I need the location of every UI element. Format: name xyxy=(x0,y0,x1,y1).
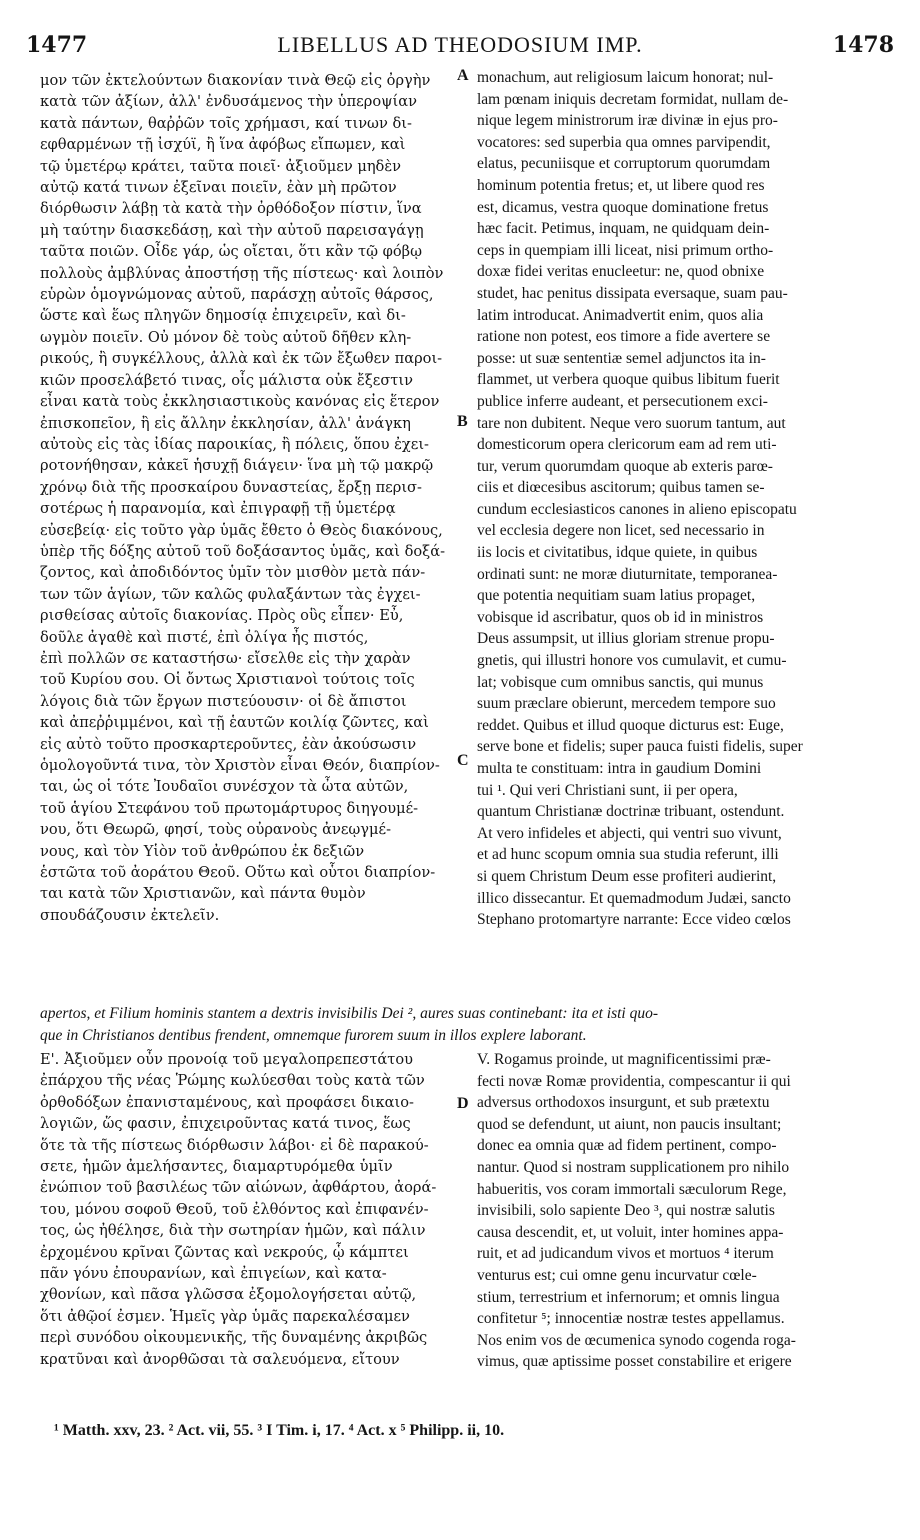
latin-text-line: multa te constituam: intra in gaudium Domini xyxy=(477,760,762,777)
greek-text-line: ἐπὶ πολλῶν σε καταστήσω· εἴσελθε εἰς τὴν χαρὰν xyxy=(40,649,411,667)
greek-text-line: νους, καὶ τὸν Υἱὸν τοῦ ἀνθρώπου ἐκ δεξιῶν xyxy=(40,842,365,860)
latin-text-line: Deus assumpsit, ut illius gloriam strenue propu- xyxy=(477,630,775,648)
greek-text-line: δοῦλε ἀγαθὲ καὶ πιστέ, ἐπὶ ὀλίγα ἦς πιστός, xyxy=(40,628,369,646)
greek-text-line: πᾶν γόνυ ἐπουρανίων, καὶ ἐπιγείων, καὶ κατα- xyxy=(40,1265,387,1283)
greek-text-line: ἐνώπιον τοῦ βασιλέως τῶν αἰώνων, ἀφθάρτου, ἀορά- xyxy=(40,1179,437,1197)
greek-text-line: σετε, ἡμῶν ἀμελήσαντες, διαμαρτυρόμεθα ὑμῖν xyxy=(40,1158,393,1176)
latin-text-line: est, dicamus, vestra quoque dominatione fretus xyxy=(477,198,769,216)
greek-text-line: ἐπάρχου τῆς νέας Ῥώμης κωλύεσθαι τοὺς κατὰ τῶν xyxy=(40,1072,425,1090)
latin-text-line: lat; vobisque cum omnibus sanctis, qui munus xyxy=(477,673,764,691)
latin-text-line: nantur. Quod si nostram supplicationem pro nihilo xyxy=(477,1158,790,1176)
greek-text-line: πολλοὺς ἀμβλύνας ἀποστήσῃ τῆς πίστεως· καὶ λοιπὸν xyxy=(40,264,444,282)
greek-text-line: των τῶν ἁγίων, τῶν καλῶς φυλαξάντων τὰς ἐγχει- xyxy=(40,585,421,603)
latin-text-line: flammet, ut verbera quoque quibus libitum fuerit xyxy=(477,371,780,389)
greek-text-line: ται κατὰ τῶν Χριστιανῶν, καὶ πάντα θυμὸν xyxy=(40,885,366,903)
greek-text-line: μον τῶν ἐκτελούντων διακονίαν τινὰ Θεῷ εἰς ὀργὴν xyxy=(40,72,431,89)
page-number-left: 1477 xyxy=(26,32,88,58)
greek-text-line: ται, ὡς οἱ τότε Ἰουδαῖοι συνέσχον τὰ ὦτα αὐτῶν, xyxy=(40,778,409,796)
latin-text-line: posse: ut suæ sententiæ semel adjunctos ita in- xyxy=(477,349,766,367)
margin-marker-d: D xyxy=(457,1095,469,1112)
latin-text-line: nique legem ministrorum iræ divinæ in ejus pro- xyxy=(477,112,778,130)
latin-text-line: hominum potentia fretus; et, ut libere quod res xyxy=(477,176,765,194)
greek-text-line: εὐσεβείᾳ· εἰς τοῦτο γὰρ ὑμᾶς ἔθετο ὁ Θεὸς διακόνους, xyxy=(40,521,443,539)
greek-column-section-5 xyxy=(40,1049,455,1370)
greek-text-line: νου, ὅτι Θεωρῶ, φησί, τοὺς οὐρανοὺς ἀνεῳγμέ- xyxy=(40,821,391,839)
greek-text-line: ροτονήθησαν, κἀκεῖ ἡσυχῇ διάγειν· ἵνα μὴ τῷ μακρῷ xyxy=(40,457,434,475)
latin-text-line: gnetis, qui illustri honore vos cumulavit, et cumu- xyxy=(477,652,787,670)
greek-text-line: ὀρθοδόξων ἐπανισταμένους, καὶ προφάσει δικαιο- xyxy=(40,1093,414,1111)
greek-text-line: αὐτῷ κατά τινων ἐξεῖναι ποιεῖν, ἐὰν μὴ πρῶτον xyxy=(40,179,397,197)
greek-text-line: λόγοις διὰ τῶν ἔργων πιστεύουσιν· οἱ δὲ ἄπιστοι xyxy=(40,692,407,710)
latin-text-line: Nos enim vos de œcumenica synodo cogenda roga- xyxy=(477,1331,796,1349)
greek-text-line: ἑστῶτα τοῦ ἀοράτου Θεοῦ. Οὕτω καὶ οὗτοι διαπρίον- xyxy=(40,864,436,882)
greek-text-line: ταῦτα ποιῶν. Οἶδε γάρ, ὡς οἴεται, ὅτι κἂν τῷ φόβῳ xyxy=(40,243,422,261)
greek-text-line: μὴ ταύτην διασκεδάσῃ, καὶ τὴν αὐτοῦ παρεισαγάγῃ xyxy=(40,221,424,239)
greek-text-line: σοτέρως ἡ παρανομία, καὶ ἐπιγραφῇ τῇ ὑμετέρᾳ xyxy=(40,500,396,518)
latin-text-line: stium, terrestrium et infernorum; et omnis lingua xyxy=(477,1288,780,1306)
latin-text-line: confitetur ⁵; innocentiæ nostræ testes appellamus. xyxy=(477,1310,785,1328)
latin-text-line: elatus, pecuniisque et corruptorum quorumdam xyxy=(477,155,771,173)
greek-text-line: εφθαρμένων τῇ ἰσχύϊ, ἢ ἵνα ἀφόβως εἴπωμεν, καὶ xyxy=(40,136,406,154)
page-number-right: 1478 xyxy=(832,32,894,58)
latin-text-line: ceps in quempiam illi liceat, nisi primum ortho- xyxy=(477,241,774,259)
latin-text-line: illico dissecantur. Et quemadmodum Judæi, sancto xyxy=(477,889,791,907)
greek-text-line: ὅτι ἀθῷοί ἐσμεν. Ἡμεῖς γὰρ ὑμᾶς παρεκαλέσαμεν xyxy=(40,1307,410,1325)
latin-text-line: publice inferre audeant, et persecutionem exci- xyxy=(477,392,768,410)
greek-text-line: ὁμολογοῦντά τινα, τὸν Χριστὸν εἶναι Θεόν, διαπρίον- xyxy=(40,757,440,774)
latin-text-line: suum præclare obierunt, mercedem tempore suo xyxy=(477,695,776,713)
greek-text-line: χρόνῳ διὰ τῆς προσκαίρου δυναστείας, ἔρξῃ περισ- xyxy=(40,478,422,496)
greek-text-line: τοῦ Κυρίου σου. Οἱ ὄντως Χριστιανοὶ τούτοις τοῖς xyxy=(40,671,415,689)
greek-text-line: ὥστε καὶ ἕως πληγῶν δημοσίᾳ ἐπιχειρεῖν, καὶ δι- xyxy=(40,307,406,325)
greek-text-line: εἶναι κατὰ τοὺς ἐκκλησιαστικοὺς κανόνας εἰς ἕτερον xyxy=(40,393,440,411)
latin-text-line: monachum, aut religiosum laicum honorat; nul- xyxy=(477,69,774,86)
latin-text-line: At vero infideles et abjecti, qui ventri suo vivunt, xyxy=(477,824,782,842)
latin-text-line: ordinati sunt: ne moræ diuturnitate, temporanea- xyxy=(477,565,778,583)
latin-text-line: quantum Christianæ doctrinæ tribuant, ostendunt. xyxy=(477,803,785,821)
greek-text-line: τῷ ὑμετέρῳ κράτει, ταῦτα ποιεῖ· ἀξιοῦμεν μηδὲν xyxy=(40,157,402,175)
margin-marker-a: A xyxy=(457,67,469,84)
latin-text-line: tare non dubitent. Neque vero suorum tantum, aut xyxy=(477,414,786,432)
latin-text-line: si quem Christum Deum esse profiteri audierint, xyxy=(477,867,777,885)
latin-text-line: vimus, quæ aptissime posset constabilire et erigere xyxy=(477,1353,792,1371)
latin-text-line: tui ¹. Qui veri Christiani sunt, ii per opera, xyxy=(477,781,738,799)
latin-text-line: ruit, et ad judicandum vivos et mortuos ⁴ iterum xyxy=(477,1245,774,1263)
latin-text-line: studet, hac penitus dissipata eversaque, suam pau- xyxy=(477,284,788,302)
footnotes: ¹ Matth. xxv, 23. ² Act. vii, 55. ³ I Tim. i, 17. ⁴ Act. x ⁵ Philipp. ii, 10. xyxy=(54,1422,505,1439)
greek-text-line: αὐτοὺς εἰς τὰς ἰδίας παροικίας, ἢ πόλεις, ὅπου ἐχει- xyxy=(40,435,429,453)
latin-text-line: que potentia nequitiam suam latius propaget, xyxy=(477,587,756,605)
full-width-text xyxy=(40,1003,906,1046)
margin-marker-b: B xyxy=(457,413,468,430)
latin-text-line: latim introducat. Animadvertit enim, quos alia xyxy=(477,306,764,324)
greek-text-line: ωγμὸν ποιεῖν. Οὐ μόνον δὲ τοὺς αὐτοῦ δῆθεν κλη- xyxy=(40,328,412,346)
greek-text-line: του, μόνου σοφοῦ Θεοῦ, τοῦ ἐλθόντος καὶ ἐπιφανέν- xyxy=(40,1200,429,1218)
latin-text-line: causa descendit, et, ut voluit, inter homines appa- xyxy=(477,1223,784,1241)
latin-column xyxy=(477,67,905,931)
greek-text-line: καὶ ἀπεῤῥιμμένοι, καὶ τῇ ἑαυτῶν κοιλίᾳ ζῶντες, καὶ xyxy=(40,714,429,732)
greek-column xyxy=(40,70,455,926)
greek-text-line: διόρθωσιν λάβῃ τὰ κατὰ τὴν ὀρθόδοξον πίστιν, ἵνα xyxy=(40,200,422,218)
greek-text-line: λογιῶν, ὥς φασιν, ἐπιχειροῦντας κατά τινος, ἕως xyxy=(40,1115,411,1133)
latin-text-line: invisibili, solo sapiente Deo ³, qui nostræ salutis xyxy=(477,1202,775,1220)
latin-text-line: et ad hunc scopum omnia sua studia referunt, illi xyxy=(477,846,779,864)
greek-text-line: χθονίων, καὶ πᾶσα γλῶσσα ἐξομολογήσεται αὐτῷ, xyxy=(40,1286,417,1304)
greek-text-line: σπουδάζουσιν ἐκτελεῖν. xyxy=(40,906,220,924)
latin-column-section-5 xyxy=(477,1049,905,1373)
latin-text-line: lam pœnam iniquis decretam formidat, nullam de- xyxy=(477,90,789,108)
greek-text-line: ἐπισκοπεῖον, ἢ εἰς ἄλλην ἐκκλησίαν, ἀλλ' ἀνάγκη xyxy=(40,414,411,432)
latin-text-line: domesticorum opera clericorum eam ad rem uti- xyxy=(477,436,777,454)
greek-text-line: ὅτε τὰ τῆς πίστεως διόρθωσιν λάβοι· εἰ δὲ παρακού- xyxy=(40,1136,429,1154)
greek-text-line: εἰς αὐτὸ τοῦτο προσκαρτεροῦντες, ἐὰν ἀκούσωσιν xyxy=(40,735,417,753)
greek-text-line: ἐρχομένου κρῖναι ζῶντας καὶ νεκρούς, ᾧ κάμπτει xyxy=(40,1243,409,1261)
latin-text-line: venturus est; cui omne genu incurvatur cœle- xyxy=(477,1266,757,1284)
margin-marker-c: C xyxy=(457,752,469,769)
latin-text-line: vobisque id ascribatur, quos ob id in ministros xyxy=(477,608,764,626)
latin-text-line: habueritis, vos coram immortali sæculorum Rege, xyxy=(477,1180,787,1198)
full-width-text-line: apertos, et Filium hominis stantem a dextris invisibilis Dei ², aures suas continebant: ita et isti quo- xyxy=(40,1005,659,1022)
greek-text-line: τοῦ ἁγίου Στεφάνου τοῦ πρωτομάρτυρος διηγουμέ- xyxy=(40,799,419,817)
latin-text-line: donec ea omnia quæ ad fidem pertinent, compo- xyxy=(477,1137,777,1155)
latin-text-line: Stephano protomartyre narrante: Ecce video cœlos xyxy=(477,911,791,929)
latin-text-line: V. Rogamus proinde, ut magnificentissimi præ- xyxy=(477,1051,771,1068)
latin-text-line: vel ecclesia degere non licet, sed necessario in xyxy=(477,522,765,540)
greek-text-line: ρικούς, ἢ συγκέλλους, ἀλλὰ καὶ ἐκ τῶν ἔξωθεν παροι- xyxy=(40,350,443,368)
greek-text-line: κρατῦναι καὶ ἀνορθῶσαι τὰ σαλευόμενα, εἴτουν xyxy=(40,1350,400,1368)
latin-text-line: tur, verum quorumdam quoque ab exteris parœ- xyxy=(477,457,773,475)
latin-text-line: iis locis et civitatibus, idque quiete, in quibus xyxy=(477,544,758,562)
latin-text-line: hæc facit. Petimus, inquam, ne quidquam dein- xyxy=(477,220,770,238)
latin-text-line: reddet. Quibus et illud quoque dicturus est: Euge, xyxy=(477,716,784,734)
full-width-text-line: que in Christianos dentibus frendent, omnemque furorem suum in illos explere laborant. xyxy=(40,1026,587,1044)
latin-text-line: ratione non potest, eos timore a fide avertere se xyxy=(477,328,771,346)
greek-text-line: Ε'. Ἀξιοῦμεν οὖν προνοίᾳ τοῦ μεγαλοπρεπεστάτου xyxy=(40,1051,413,1068)
greek-text-line: τος, ὡς ἠθέλησε, διὰ τὴν σωτηρίαν ἡμῶν, καὶ πάλιν xyxy=(40,1222,426,1240)
latin-text-line: vocatores: sed superbia qua omnes parvipendit, xyxy=(477,133,771,151)
greek-text-line: ὑπὲρ τῆς δόξης αὐτοῦ τοῦ δοξάσαντος ὑμᾶς, καὶ δοξά- xyxy=(40,542,445,560)
latin-text-line: cundum ecclesiasticos canones in alieno episcopatu xyxy=(477,500,797,518)
latin-text-line: serve bone et fidelis; super pauca fuisti fidelis, super xyxy=(477,738,803,756)
latin-text-line: quod se defendunt, ut aiunt, non paucis insultant; xyxy=(477,1115,782,1133)
greek-text-line: ρισθείσας αὐτοῖς διακονίας. Πρὸς οὓς εἶπεν· Εὖ, xyxy=(40,607,404,625)
greek-text-line: κατὰ πάντων, θαῤῥῶν τοῖς χρήμασι, καί τινων δι- xyxy=(40,114,412,132)
greek-text-line: κατὰ τῶν ἀξίων, ἀλλ' ἐνδυσάμενος τὴν ὑπεροψίαν xyxy=(40,93,418,111)
greek-text-line: εὑρὼν ὁμογνώμονας αὐτοῦ, παράσχῃ αὐτοῖς θάρσος, xyxy=(40,286,434,304)
greek-text-line: ζοντος, καὶ ἀποδιδόντος ὑμῖν τὸν μισθὸν μετὰ πάν- xyxy=(40,564,426,582)
greek-text-line: κιῶν προσελάβετό τινας, οἷς μάλιστα οὐκ ἔξεστιν xyxy=(40,371,413,389)
latin-text-line: adversus orthodoxos insurgunt, et sub prætextu xyxy=(477,1094,770,1112)
page-header xyxy=(26,32,894,66)
running-title: LIBELLUS AD THEODOSIUM IMP. xyxy=(277,32,643,57)
latin-text-line: doxæ fidei veritas enucleetur: ne, quod obnixe xyxy=(477,263,765,281)
latin-text-line: fecti novæ Romæ providentia, compescantur ii qui xyxy=(477,1072,791,1090)
greek-text-line: περὶ συνόδου οἰκουμενικῆς, τῆς δυναμένης ἀκριβῶς xyxy=(40,1329,428,1347)
latin-text-line: ciis et diœcesibus ascitorum; quibus tamen se- xyxy=(477,479,765,497)
